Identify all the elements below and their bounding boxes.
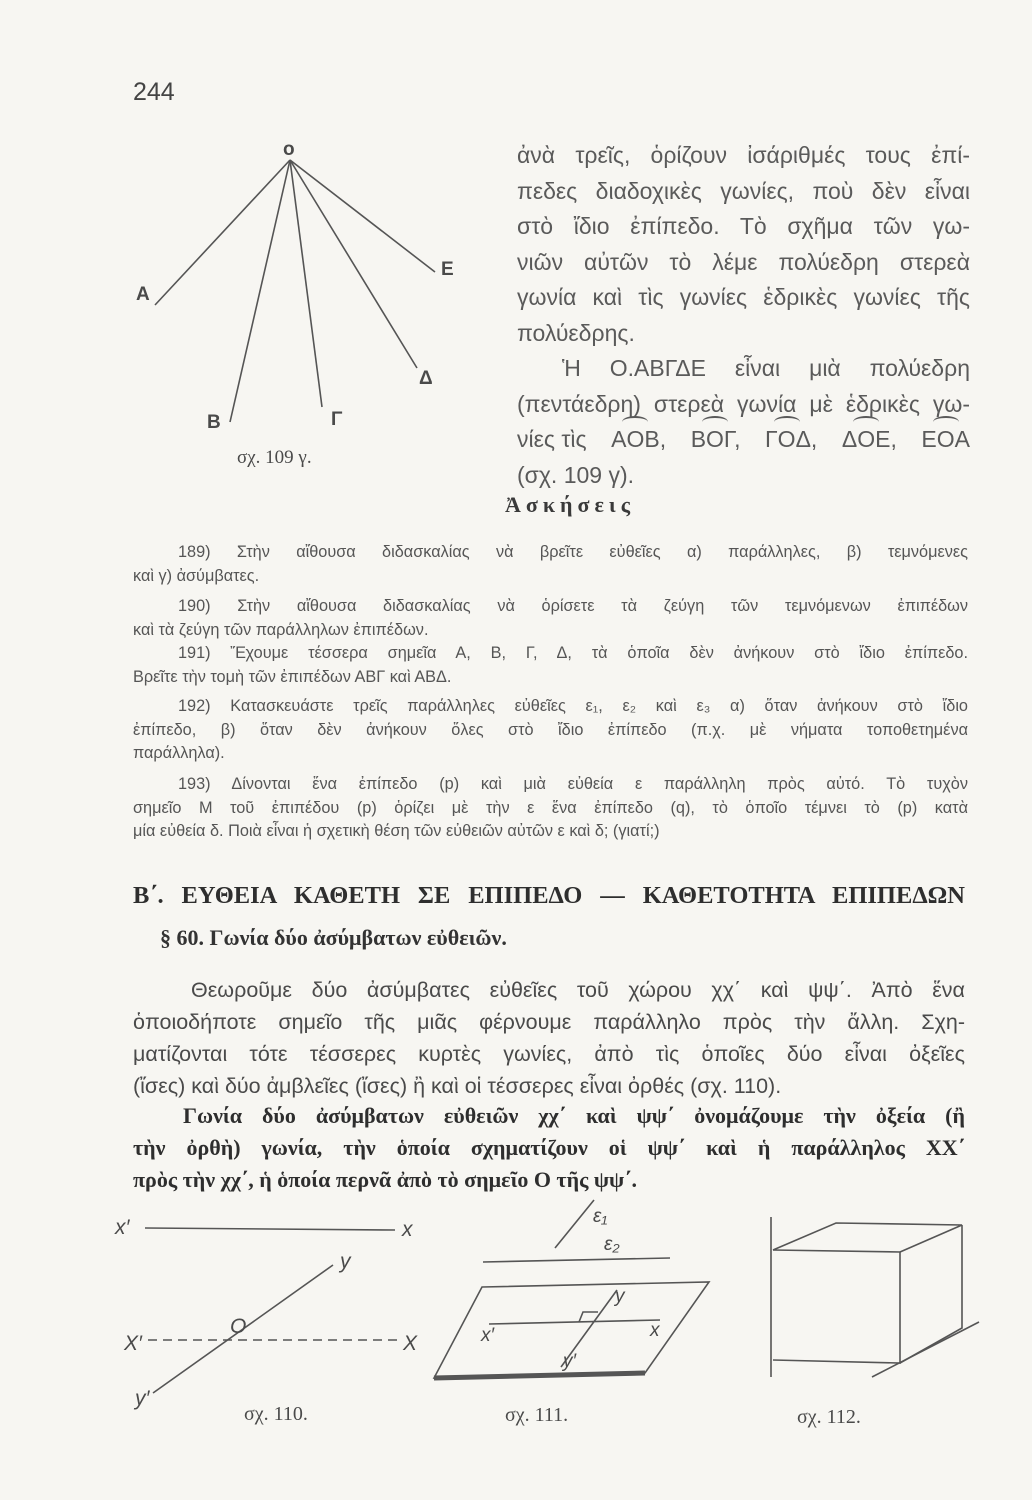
- floor-line: [872, 1322, 979, 1377]
- line-e1: [555, 1200, 594, 1248]
- figure-109-caption: σχ. 109 γ.: [237, 447, 312, 468]
- angle-point: Δ,: [795, 426, 818, 452]
- page-number: 244: [133, 78, 175, 106]
- figure-110: [145, 1228, 400, 1393]
- figure-110-caption: σχ. 110.: [244, 1403, 308, 1425]
- figure-reference: (σχ. 109 γ).: [517, 461, 635, 488]
- angle-vertex: O: [706, 422, 724, 458]
- label-X: X: [403, 1332, 418, 1355]
- text-line: τὴν ὀρθὴ) γωνία, τὴν ὁποία σχηματίζουν οἱ ψψ΄ καὶ ἡ παράλληλος ΧΧ΄: [133, 1135, 965, 1160]
- label-o: O: [230, 1315, 247, 1338]
- text-line: στὸ ἴδιο ἐπίπεδο. Τὸ σχῆμα τῶν γω-: [517, 213, 970, 239]
- exercises-heading: Ἀσκήσεις: [504, 492, 636, 517]
- edge-ob: [230, 160, 290, 422]
- text-line: πρὸς τὴν χχ΄, ἡ ὁποία περνᾶ ἀπὸ τὸ σημεῖο Ο τῆς ψψ΄.: [133, 1167, 637, 1192]
- text-line: ἐπίπεδο, β) ὅταν δὲν ἀνήκουν ὅλες στὸ ἴδιο ἐπίπεδο (π.χ. μὲ νήματα τοποθετημένα: [133, 720, 968, 739]
- label-y: y: [340, 1250, 351, 1273]
- line-xx: [489, 1320, 660, 1324]
- angle-prefix: νίες τὶς: [517, 426, 587, 452]
- text-line: 189) Στὴν αἴθουσα διδασκαλίας νὰ βρεῖτε εὐθεῖες α) παράλληλες, β) τεμνόμενες: [178, 543, 968, 561]
- label-e1: ε₁: [593, 1206, 608, 1227]
- side-face: [900, 1225, 962, 1363]
- paragraph-heading: § 60. Γωνία δύο ἀσύμβατων εὐθειῶν.: [160, 925, 507, 950]
- text-line: 193) Δίνονται ἕνα ἐπίπεδο (p) καὶ μιὰ εὐθεία ε παράλληλη πρὸς αὐτό. Τὸ τυχὸν: [178, 775, 968, 793]
- angle-point: Γ,: [723, 426, 741, 452]
- text-line: ἀνὰ τρεῖς, ὁρίζουν ἰσάριθμές τους ἐπί-: [517, 142, 970, 168]
- line-xx: [145, 1228, 395, 1230]
- label-y-prime: y′: [135, 1387, 150, 1410]
- label-y-prime: y′: [563, 1351, 577, 1372]
- angle-vertex: O: [778, 422, 796, 458]
- plane-edge: [434, 1373, 645, 1378]
- text-line: Βρεῖτε τὴν τομὴ τῶν ἐπιπέδων ΑΒΓ καὶ ΑΒΔ.: [133, 667, 452, 686]
- angle-point: A: [954, 426, 970, 452]
- text-line: μία εὐθεία δ. Ποιὰ εἶναι ἡ σχετικὴ θέση τῶν εὐθειῶν αὐτῶν ε καὶ δ; (γιατί;): [133, 822, 660, 840]
- text-line: γωνία καὶ τὶς γωνίες ἑδρικὲς γωνίες τῆς: [517, 284, 970, 310]
- label-y: y: [615, 1286, 625, 1307]
- text-line: καὶ γ) ἀσύμβατες.: [133, 566, 260, 585]
- edge-og: [290, 160, 322, 407]
- angle-point: E: [921, 426, 937, 452]
- label-e2: ε₂: [604, 1234, 620, 1255]
- angle-point: Γ: [765, 426, 778, 452]
- text-line: Θεωροῦμε δύο ἀσύμβατες εὐθεῖες τοῦ χώρου χχ΄ καὶ ψψ΄. Ἀπὸ ἕνα: [191, 978, 965, 1002]
- top-face: [773, 1223, 962, 1252]
- text-line: (πεντάεδρη) στερεὰ γωνία μὲ ἑδρικὲς γω-: [517, 390, 970, 417]
- angle-point: Δ: [841, 426, 858, 452]
- line-e2: [483, 1258, 670, 1262]
- text-line: ὁποιοδήποτε σημεῖο τῆς μιᾶς φέρνουμε παράλληλο πρὸς τὴν ἄλλη. Σχη-: [133, 1010, 965, 1034]
- figure-111-caption: σχ. 111.: [505, 1404, 569, 1426]
- figure-112-caption: σχ. 112.: [797, 1406, 861, 1428]
- text-line: Γωνία δύο ἀσύμβατων εὐθειῶν χχ΄ καὶ ψψ΄ ὀνομάζουμε τὴν ὀξεία (ἢ: [183, 1103, 965, 1128]
- label-e: E: [441, 259, 454, 280]
- angle-point: A: [611, 426, 627, 452]
- angle-point: B: [690, 426, 707, 452]
- text-line: νιῶν αὐτῶν τὸ λέμε πολύεδρη στερεὰ: [517, 248, 970, 275]
- angle-vertex: O: [627, 422, 645, 458]
- edge-oe: [290, 160, 435, 272]
- section-heading: Β΄. ΕΥΘΕΙΑ ΚΑΘΕΤΗ ΣΕ ΕΠΙΠΕΔΟ — ΚΑΘΕΤΟΤΗΤΑ ΕΠΙΠΕΔΩΝ: [133, 882, 965, 909]
- label-x-prime: x′: [481, 1325, 495, 1346]
- label-x: x: [402, 1218, 413, 1241]
- text-line: πολύεδρης.: [517, 319, 635, 346]
- front-face: [773, 1250, 900, 1363]
- label-g: Γ: [331, 409, 343, 430]
- angle-vertex: O: [857, 422, 875, 458]
- label-X-prime: X′: [124, 1332, 142, 1355]
- text-line: ματίζονται τότε τέσσερες κυρτὲς γωνίες, ἀπὸ τὶς ὁποῖες δύο εἶναι ὀξεῖες: [133, 1042, 965, 1066]
- label-a: A: [136, 284, 150, 305]
- text-line: 190) Στὴν αἴθουσα διδασκαλίας νὰ ὁρίσετε τὰ ζεύγη τῶν τεμνόμενων ἐπιπέδων: [178, 597, 968, 615]
- label-o: o: [283, 139, 295, 160]
- label-d: Δ: [419, 368, 433, 389]
- label-b: B: [207, 412, 221, 433]
- text-line: Ἡ Ο.ΑΒΓΔΕ εἶναι μιὰ πολύεδρη: [562, 355, 970, 381]
- edge-od: [290, 160, 417, 368]
- angle-vertex: O: [937, 422, 955, 458]
- figure-109-solid-angle: [155, 160, 435, 422]
- text-line: 191) Ἔχουμε τέσσερα σημεῖα Α, Β, Γ, Δ, τὰ ὁποῖα δὲν ἀνήκουν στὸ ἴδιο ἐπίπεδο.: [178, 644, 968, 662]
- text-line: πεδες διαδοχικὲς γωνίες, ποὺ δὲν εἶναι: [517, 177, 970, 204]
- text-line: παράλληλα).: [133, 744, 225, 762]
- text-line: σημεῖο Μ τοῦ ἐπιπέδου (p) ὁρίζει μὲ τὴν ε ἕνα ἐπίπεδο (q), τὸ ὁποῖο τέμνει τὸ (p) κατὰ: [133, 798, 968, 817]
- text-line: καὶ τὰ ζεύγη τῶν παράλληλων ἐπιπέδων.: [133, 620, 429, 639]
- text-line: (ἴσες) καὶ δύο ἀμβλεῖες (ἴσες) ἢ καὶ οἱ τέσσερες εἶναι ὀρθές (σχ. 110).: [133, 1074, 782, 1098]
- angle-point: B,: [644, 426, 667, 452]
- text-line: 192) Κατασκευάστε τρεῖς παράλληλες εὐθεῖες ε₁, ε₂ καὶ ε₃ α) ὅταν ἀνήκουν στὸ ἴδιο: [178, 697, 968, 715]
- label-x-prime: x′: [115, 1216, 130, 1239]
- edge-oa: [155, 160, 290, 305]
- angle-point: E,: [875, 426, 897, 452]
- figure-112-cube-on-wall: [771, 1217, 979, 1377]
- label-x: x: [650, 1320, 660, 1341]
